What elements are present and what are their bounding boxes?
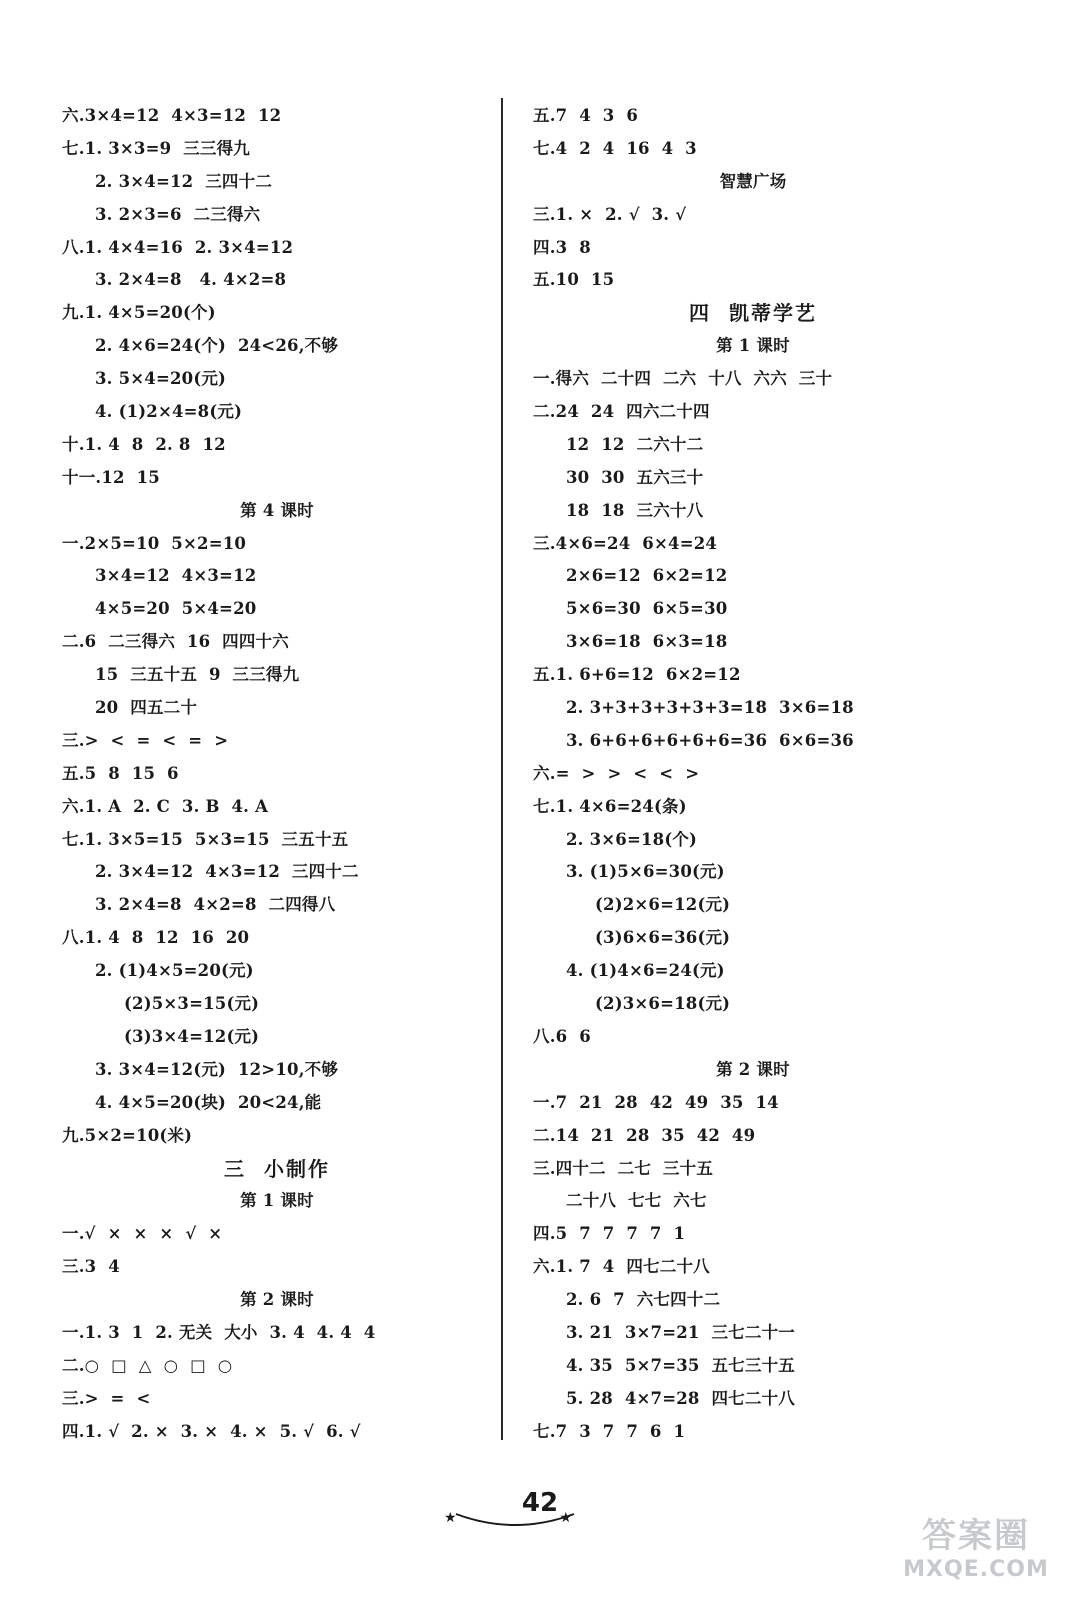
answer-line: 3. 5×4=20(元): [95, 369, 227, 389]
answer-line: 3×6=18 6×3=18: [566, 632, 728, 652]
answer-line: 五.1. 6+6=12 6×2=12: [533, 665, 741, 685]
answer-line: 三.> < = < = >: [62, 730, 229, 750]
watermark-logo-text: 答案圈: [922, 1516, 1030, 1556]
answer-line: 一.√ × × × √ ×: [62, 1224, 223, 1244]
answer-line: 四.5 7 7 7 7 1: [533, 1224, 686, 1244]
answer-line: 四.1. √ 2. × 3. × 4. × 5. √ 6. √: [62, 1421, 361, 1441]
answer-line: 三.> = <: [62, 1388, 151, 1408]
answer-line: 18 18 三六十八: [566, 500, 704, 520]
answer-line: 五.5 8 15 6: [62, 763, 179, 783]
lesson-heading: 第 1 课时: [716, 336, 790, 356]
answer-line: 3. 21 3×7=21 三七二十一: [566, 1322, 795, 1342]
answer-line: 二.14 21 28 35 42 49: [533, 1125, 756, 1145]
answer-line: 二.6 二三得六 16 四四十六: [62, 632, 289, 652]
right-column: [533, 100, 973, 1449]
answer-line: 二.○ □ △ ○ □ ○: [62, 1355, 233, 1375]
answer-line: 七.1. 3×5=15 5×3=15 三五十五: [62, 829, 349, 849]
answer-line: 3. (1)5×6=30(元): [566, 862, 725, 882]
answer-line: 12 12 二六十二: [566, 434, 704, 454]
answer-line: 一.1. 3 1 2. 无关 大小 3. 4 4. 4 4: [62, 1322, 376, 1342]
answer-line: 八.6 6: [533, 1026, 591, 1046]
answer-line: 2. 3+3+3+3+3+3=18 3×6=18: [566, 698, 854, 718]
answer-line: 三.4×6=24 6×4=24: [533, 533, 718, 553]
answer-line: 九.5×2=10(米): [62, 1125, 193, 1145]
section-title: 四 凯蒂学艺: [689, 301, 817, 326]
column-divider: [501, 98, 503, 1440]
answer-line: 二.24 24 四六二十四: [533, 402, 710, 422]
answer-line: 十.1. 4 8 2. 8 12: [62, 434, 226, 454]
answer-line: 一.2×5=10 5×2=10: [62, 533, 247, 553]
answer-line: 2. 3×4=12 三四十二: [95, 171, 273, 191]
answer-line: 3. 6+6+6+6+6+6=36 6×6=36: [566, 730, 854, 750]
answer-line: 4. (1)2×4=8(元): [95, 402, 243, 422]
star-icon: ★: [444, 1510, 457, 1526]
answer-line: 4. 35 5×7=35 五七三十五: [566, 1355, 795, 1375]
answer-line: 三.四十二 二七 三十五: [533, 1158, 714, 1178]
answer-line: 九.1. 4×5=20(个): [62, 303, 216, 323]
page-number: 42: [521, 1488, 559, 1518]
answer-line: 六.1. 7 4 四七二十八: [533, 1257, 710, 1277]
answer-line: 六.3×4=12 4×3=12 12: [62, 106, 282, 125]
answer-line: 十一.12 15: [62, 467, 160, 487]
answer-line: (2)2×6=12(元): [595, 895, 731, 915]
answer-line: 三.1. × 2. √ 3. √: [533, 204, 687, 224]
answer-line: 七.7 3 7 7 6 1: [533, 1421, 686, 1441]
answer-line: 六.= > > < < >: [533, 763, 700, 783]
answer-line: 2. (1)4×5=20(元): [95, 961, 254, 981]
answer-line: 2. 4×6=24(个) 24<26,不够: [95, 336, 339, 356]
answer-line: 30 30 五六三十: [566, 467, 704, 487]
lesson-heading: 智慧广场: [719, 171, 787, 191]
answer-line: 2×6=12 6×2=12: [566, 566, 728, 586]
answer-line: (3)6×6=36(元): [595, 928, 731, 948]
answer-line: 七.4 2 4 16 4 3: [533, 138, 697, 158]
lesson-heading: 第 2 课时: [240, 1290, 314, 1310]
answer-line: 3×4=12 4×3=12: [95, 566, 257, 586]
answer-line: 二十八 七七 六七: [566, 1191, 707, 1211]
page-footer: [430, 1488, 650, 1548]
lesson-heading: 第 2 课时: [716, 1059, 790, 1079]
star-icon: ★: [559, 1510, 572, 1526]
answer-line: 4×5=20 5×4=20: [95, 599, 257, 619]
answer-line: 三.3 4: [62, 1257, 120, 1277]
answer-line: 八.1. 4×4=16 2. 3×4=12: [62, 237, 294, 257]
lesson-heading: 第 1 课时: [240, 1191, 314, 1211]
answer-line: 3. 2×3=6 二三得六: [95, 204, 261, 224]
answer-line: 20 四五二十: [95, 698, 198, 718]
watermark-url: MXQE.COM: [903, 1557, 1049, 1582]
answer-line: 七.1. 3×3=9 三三得九: [62, 138, 250, 158]
lesson-heading: 第 4 课时: [240, 500, 314, 520]
answer-line: 3. 3×4=12(元) 12>10,不够: [95, 1059, 339, 1079]
answer-line: 5. 28 4×7=28 四七二十八: [566, 1388, 795, 1408]
answer-line: 4. (1)4×6=24(元): [566, 961, 725, 981]
answer-line: 15 三五十五 9 三三得九: [95, 665, 300, 685]
answer-line: 四.3 8: [533, 237, 591, 257]
answer-line: 一.得六 二十四 二六 十八 六六 三十: [533, 369, 833, 389]
answer-line: 六.1. A 2. C 3. B 4. A: [62, 796, 269, 816]
answer-line: 八.1. 4 8 12 16 20: [62, 928, 250, 948]
section-title: 三 小制作: [224, 1156, 330, 1181]
watermark: [891, 1508, 1061, 1590]
answer-line: 3. 2×4=8 4. 4×2=8: [95, 270, 287, 290]
answer-line: (2)5×3=15(元): [124, 994, 260, 1014]
answer-line: 3. 2×4=8 4×2=8 二四得八: [95, 895, 336, 915]
answer-line: 一.7 21 28 42 49 35 14: [533, 1092, 779, 1112]
answer-line: 五.7 4 3 6: [533, 106, 639, 125]
answer-line: (3)3×4=12(元): [124, 1026, 260, 1046]
left-column: [62, 100, 492, 1449]
answer-line: 七.1. 4×6=24(条): [533, 796, 687, 816]
answer-line: 2. 3×4=12 4×3=12 三四十二: [95, 862, 359, 882]
answer-line: (2)3×6=18(元): [595, 994, 731, 1014]
answer-line: 2. 3×6=18(个): [566, 829, 698, 849]
answer-line: 2. 6 7 六七四十二: [566, 1290, 721, 1310]
answer-line: 4. 4×5=20(块) 20<24,能: [95, 1092, 322, 1112]
answer-line: 5×6=30 6×5=30: [566, 599, 728, 619]
answer-line: 五.10 15: [533, 270, 615, 290]
